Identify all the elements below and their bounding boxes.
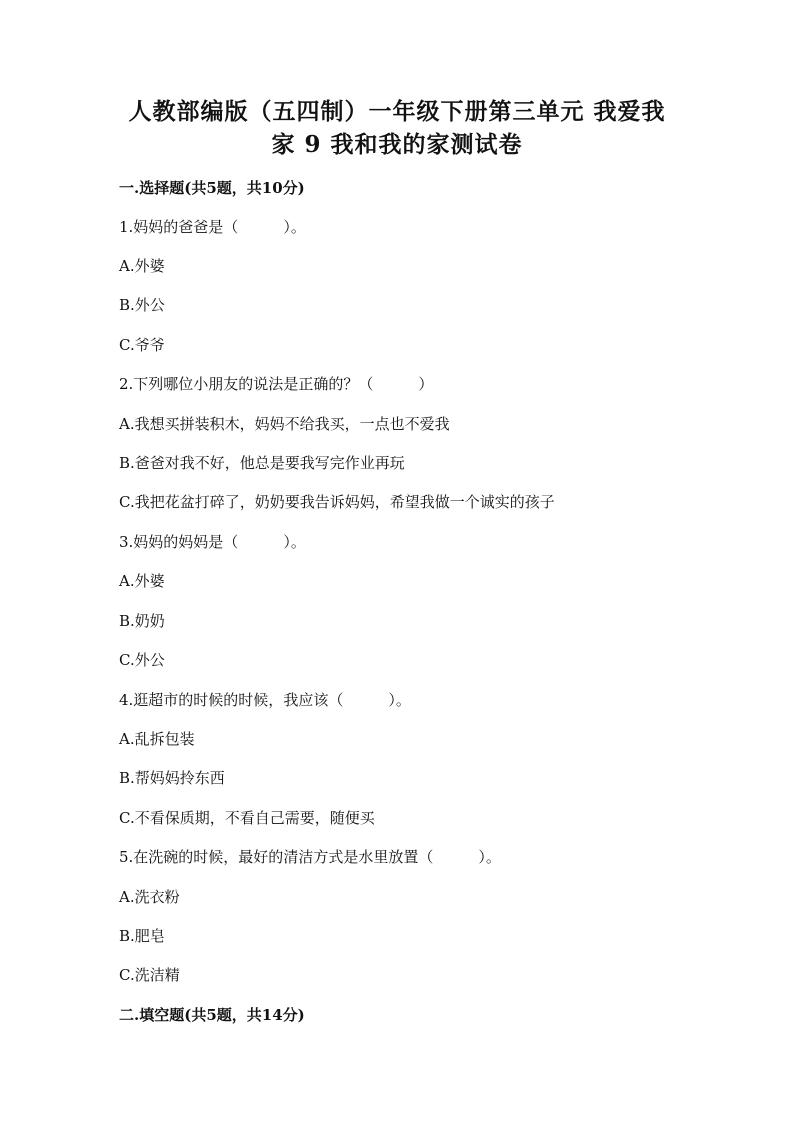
question-1-stem: 1.妈妈的爸爸是（ ）。 [119, 218, 306, 236]
question-5-stem: 5.在洗碗的时候，最好的清洁方式是水里放置（ ）。 [119, 848, 501, 866]
question-1-option-b: B.外公 [119, 296, 165, 314]
section-heading-fill-blank: 二.填空题(共5题，共14分) [119, 1006, 305, 1024]
question-1-option-a: A.外婆 [119, 257, 165, 275]
question-2-stem: 2.下列哪位小朋友的说法是正确的？（ ） [119, 375, 434, 393]
question-5-option-b: B.肥皂 [119, 927, 165, 945]
question-3-option-b: B.奶奶 [119, 612, 165, 630]
question-2-option-c: C.我把花盆打碎了，奶奶要我告诉妈妈，希望我做一个诚实的孩子 [119, 493, 555, 511]
page-title-line-2: 家 9 我和我的家测试卷 [271, 131, 523, 158]
question-4-option-a: A.乱拆包装 [119, 730, 195, 748]
question-1-option-c: C.爷爷 [119, 336, 165, 354]
question-3-option-a: A.外婆 [119, 572, 165, 590]
question-3-option-c: C.外公 [119, 651, 165, 669]
question-4-stem: 4.逛超市的时候的时候，我应该（ ）。 [119, 691, 411, 709]
question-4-option-c: C.不看保质期，不看自己需要，随便买 [119, 809, 375, 827]
question-3-stem: 3.妈妈的妈妈是（ ）。 [119, 533, 306, 551]
question-5-option-c: C.洗洁精 [119, 966, 180, 984]
question-2-option-b: B.爸爸对我不好，他总是要我写完作业再玩 [119, 454, 405, 472]
question-4-option-b: B.帮妈妈拎东西 [119, 769, 225, 787]
page-title-line-1: 人教部编版（五四制）一年级下册第三单元 我爱我 [128, 98, 666, 125]
section-heading-choice: 一.选择题(共5题，共10分) [119, 179, 305, 197]
question-2-option-a: A.我想买拼装积木，妈妈不给我买，一点也不爱我 [119, 415, 450, 433]
question-5-option-a: A.洗衣粉 [119, 888, 180, 906]
